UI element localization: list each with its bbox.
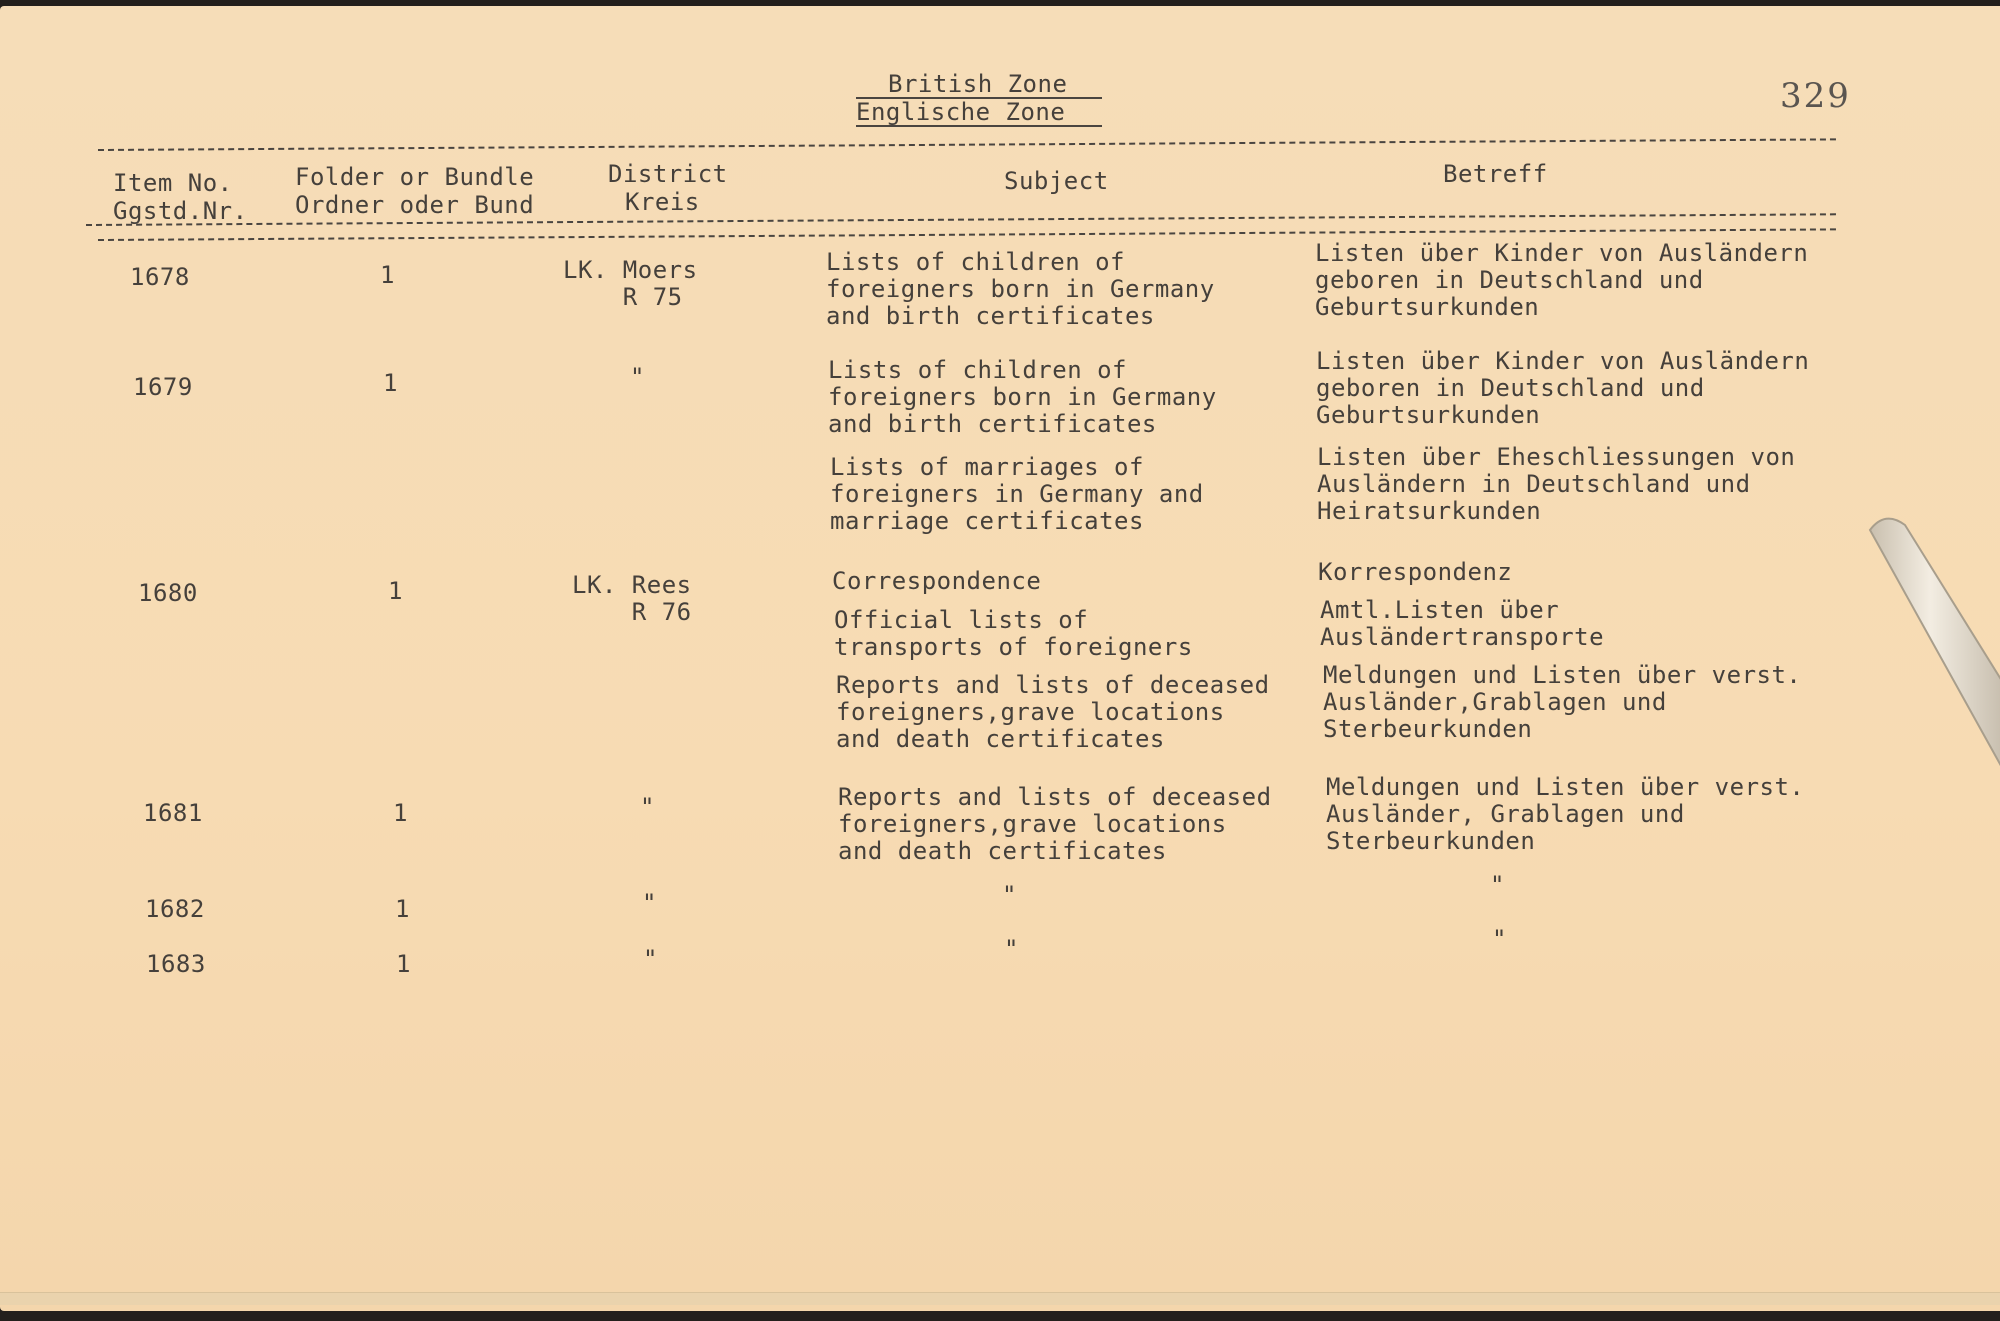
table-row-item: 1679 — [133, 373, 193, 401]
table-row-betreff-extra: Listen über Eheschliessungen von Ausländern in Deutschland und Heiratsurkunden — [1317, 443, 1796, 526]
table-row-district: " — [640, 793, 655, 821]
table-row-betreff-extra: Meldungen und Listen über verst. Ausländer,Grablagen und Sterbeurkunden — [1323, 661, 1802, 744]
table-row-district: " — [630, 363, 645, 391]
table-row-subject: Lists of children of foreigners born in Germany and birth certificates — [828, 356, 1217, 439]
table-row-item: 1683 — [146, 950, 206, 978]
header-rule-top — [98, 138, 1836, 151]
table-row-betreff: Listen über Kinder von Ausländern geboren in Deutschland und Geburtsurkunden — [1315, 239, 1809, 322]
table-row-folder: 1 — [393, 799, 408, 827]
col-header-item-de: Ggstd.Nr. — [113, 197, 248, 225]
col-header-folder-en: Folder or Bundle — [295, 163, 535, 191]
table-row-betreff-extra: Amtl.Listen über Ausländertransporte — [1320, 596, 1605, 652]
table-row-subject: " — [1002, 881, 1017, 909]
page-number: 329 — [1780, 76, 1851, 116]
table-row-district: LK. Moers R 75 — [563, 256, 698, 312]
page-bottom-edge — [0, 1292, 2000, 1305]
table-row-betreff: " — [1492, 925, 1507, 953]
table-row-item: 1678 — [130, 263, 190, 291]
table-row-folder: 1 — [395, 895, 410, 923]
col-header-district-de: Kreis — [625, 188, 700, 216]
tweezers-tip — [1860, 510, 2000, 830]
table-row-district: " — [643, 945, 658, 973]
zone-title-underline-2 — [856, 125, 1102, 127]
table-row-subject-extra: Official lists of transports of foreigners — [834, 606, 1193, 662]
zone-title-english: British Zone — [888, 70, 1068, 98]
table-row-subject: Reports and lists of deceased foreigners,grave locations and death certificates — [838, 783, 1272, 866]
col-header-folder-de: Ordner oder Bund — [295, 191, 535, 219]
table-row-subject-extra: Lists of marriages of foreigners in Germany and marriage certificates — [830, 453, 1204, 536]
table-row-subject: Correspondence — [832, 567, 1042, 595]
table-row-item: 1681 — [143, 799, 203, 827]
table-row-folder: 1 — [396, 950, 411, 978]
table-row-district: " — [642, 889, 657, 917]
table-row-subject-extra: Reports and lists of deceased foreigners,grave locations and death certificates — [836, 671, 1270, 754]
table-row-betreff: Meldungen und Listen über verst. Ausländer, Grablagen und Sterbeurkunden — [1326, 773, 1805, 856]
table-row-betreff: Listen über Kinder von Ausländern geboren in Deutschland und Geburtsurkunden — [1316, 347, 1810, 430]
table-row-folder: 1 — [388, 577, 403, 605]
col-header-subject: Subject — [1004, 167, 1109, 195]
table-row-item: 1682 — [145, 895, 205, 923]
table-row-item: 1680 — [138, 579, 198, 607]
zone-title-german: Englische Zone — [856, 98, 1066, 126]
col-header-district-en: District — [608, 160, 728, 188]
table-row-betreff: " — [1490, 871, 1505, 899]
table-row-folder: 1 — [383, 369, 398, 397]
col-header-betreff: Betreff — [1443, 160, 1548, 188]
document-page — [0, 6, 2000, 1311]
table-row-district: LK. Rees R 76 — [572, 571, 692, 627]
table-row-betreff: Korrespondenz — [1318, 558, 1513, 586]
table-row-subject: " — [1004, 935, 1019, 963]
table-row-folder: 1 — [380, 261, 395, 289]
table-row-subject: Lists of children of foreigners born in Germany and birth certificates — [826, 248, 1215, 331]
col-header-item-en: Item No. — [113, 169, 233, 197]
